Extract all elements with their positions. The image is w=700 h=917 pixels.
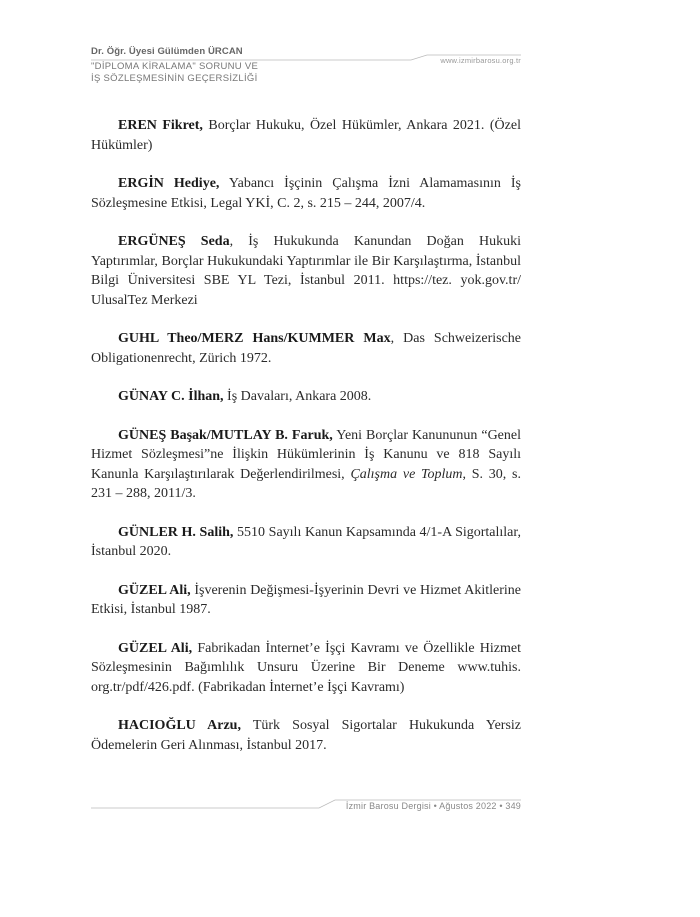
bibliography-entry [91,581,521,620]
entry-text: Fabrikadan İnternet’e İşçi Kavramı ve Özellikle Hizmet Sözleşmesinin Bağımlılık Unsuru Üzerine Bir Deneme www.tuhis. org.tr/pdf/426.pdf. (Fabrikadan İnternet’e İşçi Kavramı) [91,640,522,695]
running-footer [91,798,521,818]
entry-author: GUHL Theo/MERZ Hans/KUMMER Max [118,331,391,346]
entry-text: 5510 Sayılı Kanun Kapsamında 4/1-A Sigortalılar, İstanbul 2020. [91,524,521,559]
bibliography-entry [91,716,521,755]
entry-text: , İş Hukukunda Kanundan Doğan Hukuki Yaptırımlar, Borçlar Hukukundaki Yaptırımlar ile Bir Karşılaştırma, İstanbul Bilgi Üniversitesi SBE YL Tezi, İstanbul 2011. https://tez. yok.gov.tr/ UlusalTez Merkezi [91,234,522,308]
bibliography-entry [91,639,521,698]
bibliography-entry [91,426,521,504]
entry-text: Türk Sosyal Sigortalar Hukukunda Yersiz Ödemelerin Geri Alınması, İstanbul 2017. [91,718,522,753]
entry-author: ERGÜNEŞ Seda [118,234,230,249]
entry-text: , Das Schweizerische Obligationenrecht, Zürich 1972. [91,331,521,366]
entry-text: Yabancı İşçinin Çalışma İzni Alamamasının İş Sözleşmesine Etkisi, Legal YKİ, C. 2, s. 215 – 244, 2007/4. [91,176,522,211]
entry-author: GÜNAY C. İlhan, [118,389,224,404]
running-header [91,44,521,94]
entry-author: ERGİN Hediye, [118,176,220,191]
bibliography-entry [91,387,521,407]
header-url: www.izmirbarosu.org.tr [440,56,521,65]
entry-author: GÜZEL Ali, [118,640,193,656]
header-author: Dr. Öğr. Üyesi Gülümden ÜRCAN [91,46,243,57]
bibliography-entry [91,329,521,368]
bibliography-entry [91,523,521,562]
entry-author: GÜZEL Ali, [118,582,191,598]
bibliography-entry [91,116,521,155]
entry-author: GÜNLER H. Salih, [118,524,234,540]
entry-text: Borçlar Hukuku, Özel Hükümler, Ankara 2021. (Özel Hükümler) [91,118,521,153]
header-article-title [91,61,258,85]
entry-journal: Çalışma ve Toplum [350,466,463,482]
header-title-line-2: İŞ SÖZLEŞMESİNİN GEÇERSİZLİĞİ [91,73,258,84]
bibliography-list [91,116,521,774]
bibliography-entry [91,174,521,213]
entry-text-tail: , S. 30, s. 231 – 288, 2011/3. [91,466,521,501]
entry-author: GÜNEŞ Başak/MUTLAY B. Faruk, [118,427,333,443]
header-title-line-1: "DİPLOMA KİRALAMA" SORUNU VE [91,61,259,72]
entry-text: İş Davaları, Ankara 2008. [223,389,372,404]
entry-text: Yeni Borçlar Kanununun “Genel Hizmet Sözleşmesi”ne İlişkin Hükümlerinin İş Kanunu ve 818 Sayılı Kanunla Karşılaştırılarak Değerlendirilmesi, [91,427,521,482]
footer-journal-info: İzmir Barosu Dergisi • Ağustos 2022 • 349 [345,801,521,811]
bibliography-entry [91,232,521,310]
entry-author: EREN Fikret, [118,118,203,133]
entry-text: İşverenin Değişmesi-İşyerinin Devri ve Hizmet Akitlerine Etkisi, İstanbul 1987. [91,582,522,617]
entry-author: HACIOĞLU Arzu, [118,718,241,733]
